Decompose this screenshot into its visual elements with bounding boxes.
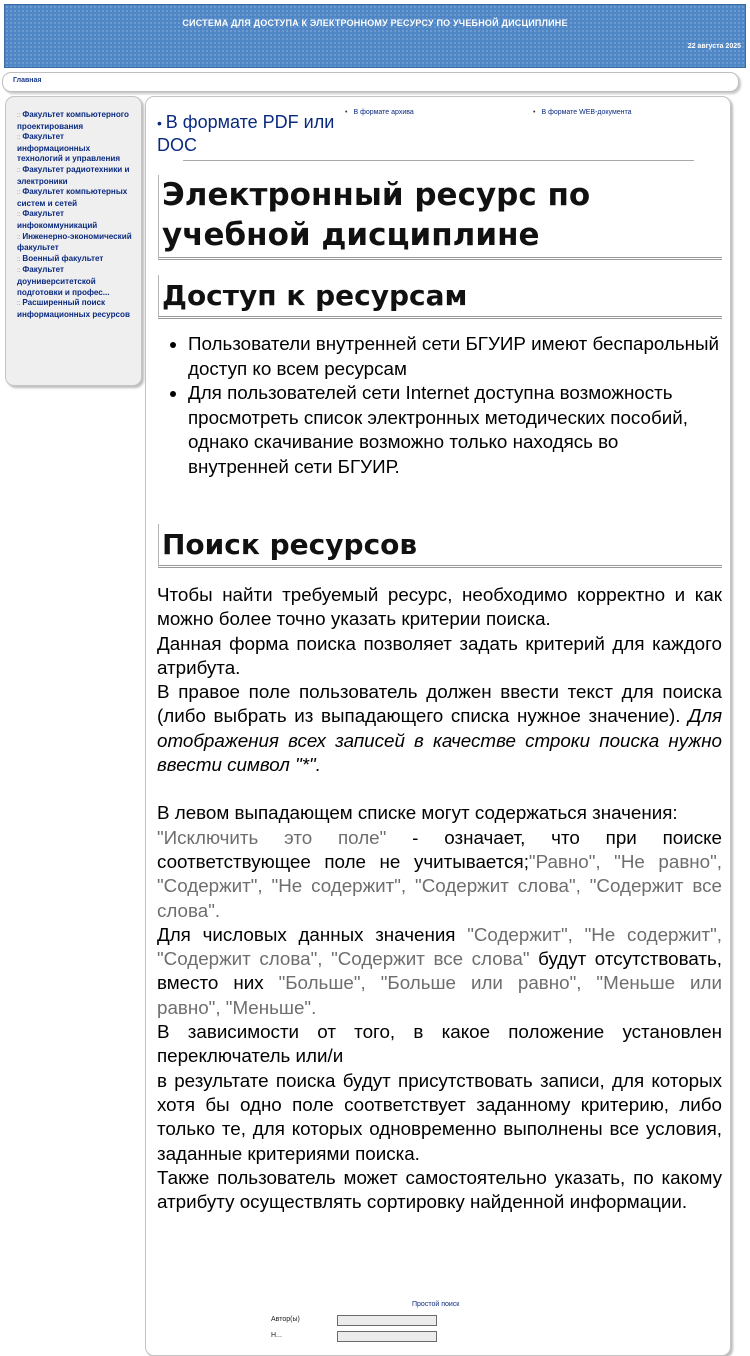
bullet-icon: :: bbox=[17, 234, 21, 241]
format-web-link[interactable]: • В формате WEB-документа bbox=[533, 109, 632, 116]
bullet-icon: • bbox=[533, 109, 536, 116]
bullet-icon: • bbox=[157, 115, 166, 131]
sidebar-item-faculty-it-management[interactable]: :: Факультет информационных технологий и управления bbox=[17, 132, 121, 164]
format-pdf-doc-link[interactable]: • В формате PDF или DOC bbox=[157, 112, 335, 155]
sidebar-item-faculty-military[interactable]: :: Военный факультет bbox=[17, 253, 104, 263]
bullet-icon: • bbox=[345, 109, 348, 116]
bullet-icon: :: bbox=[17, 190, 21, 197]
sidebar-item-faculty-computer-systems[interactable]: :: Факультет компьютерных систем и сетей bbox=[17, 187, 128, 208]
title-input[interactable] bbox=[337, 1331, 437, 1342]
search-instructions bbox=[157, 583, 722, 1214]
divider bbox=[183, 160, 694, 161]
page-title: Электронный ресурс по учебной дисциплине bbox=[158, 175, 722, 260]
search-heading: Поиск ресурсов bbox=[158, 524, 722, 568]
access-heading: Доступ к ресурсам bbox=[158, 275, 722, 319]
sidebar-item-faculty-preuniversity[interactable]: :: Факультет доуниверситетской подготовки и профес... bbox=[17, 265, 110, 297]
bullet-icon: :: bbox=[17, 212, 21, 219]
bullet-icon: :: bbox=[17, 301, 21, 308]
title-label: Н... bbox=[271, 1332, 282, 1339]
paragraph: в результате поиска будут присутствовать записи, для которых хотя бы одно поле соответствует заданному критерию, либо только те, для которых одновременно выполнены все условия, заданные критериями поиска. bbox=[157, 1069, 722, 1164]
bullet-icon: :: bbox=[17, 113, 21, 119]
paragraph: В правое поле пользователь должен ввести текст для поиска (либо выбрать из выпадающего списка нужное значение). Для отображения всех записей в качестве строки поиска нужно ввести символ "*". bbox=[157, 681, 722, 776]
site-title: СИСТЕМА ДЛЯ ДОСТУПА К ЭЛЕКТРОННОМУ РЕСУРСУ ПО УЧЕБНОЙ ДИСЦИПЛИНЕ bbox=[182, 18, 568, 28]
breadcrumb-bar bbox=[2, 72, 739, 92]
sidebar-item-advanced-search[interactable]: :: Расширенный поиск информационных ресурсов bbox=[17, 298, 130, 319]
list-item: • Пользователи внутренней сети БГУИР имеют беспарольный доступ ко всем ресурсам bbox=[188, 332, 724, 381]
paragraph: "Исключить это поле" - означает, что при поиске соответствующее поле не учитывается;"Равно", "Не равно", "Содержит", "Не содержит", "Содержит слова", "Содержит все слова". bbox=[157, 826, 723, 921]
main-content bbox=[145, 96, 731, 1356]
home-link[interactable]: Главная bbox=[13, 77, 42, 84]
spacer bbox=[157, 777, 722, 801]
current-date: 22 августа 2025 bbox=[687, 43, 741, 50]
format-archive-link[interactable]: • В формате архива bbox=[345, 109, 414, 116]
sidebar-item-faculty-radio-electronics[interactable]: :: Факультет радиотехники и электроники bbox=[17, 164, 130, 186]
bullet-icon: :: bbox=[17, 256, 21, 263]
sidebar-item-faculty-engineering-economics[interactable]: :: Инженерно-экономический факультет bbox=[17, 231, 132, 253]
header-banner bbox=[4, 4, 746, 68]
bullet-icon: :: bbox=[17, 167, 21, 174]
simple-search-link[interactable]: Простой поиск bbox=[412, 1301, 460, 1308]
paragraph: Для числовых данных значения "Содержит", "Не содержит", "Содержит слова", "Содержит все слова" будут отсутствовать, вместо них "Больше", "Больше или равно", "Меньше или равно", "Меньше". bbox=[157, 923, 722, 1018]
sidebar-item-faculty-infocommunications[interactable]: :: Факультет инфокоммуникаций bbox=[17, 209, 98, 230]
sidebar-item-faculty-computer-design[interactable]: :: Факультет компьютерного проектирования bbox=[17, 110, 129, 131]
bullet-icon: :: bbox=[17, 135, 21, 142]
paragraph: В левом выпадающем списке могут содержаться значения: bbox=[157, 802, 678, 824]
paragraph: В зависимости от того, в какое положение установлен переключатель или/и bbox=[157, 1021, 722, 1067]
list-item: • Для пользователей сети Internet доступна возможность просмотреть список электронных методических пособий, однако скачивание возможно только находясь во внутренней сети БГУИР. bbox=[188, 381, 724, 479]
sidebar bbox=[5, 96, 142, 386]
author-label: Автор(ы) bbox=[271, 1316, 300, 1323]
paragraph: Данная форма поиска позволяет задать критерий для каждого атрибута. bbox=[157, 632, 722, 678]
paragraph: Чтобы найти требуемый ресурс, необходимо корректно и как можно более точно указать критерии поиска. bbox=[157, 584, 722, 630]
paragraph: Также пользователь может самостоятельно указать, по какому атрибуту осуществлять сортировку найденной информации. bbox=[157, 1166, 722, 1213]
bullet-icon: :: bbox=[17, 268, 21, 275]
author-input[interactable] bbox=[337, 1315, 437, 1326]
access-list bbox=[158, 332, 724, 479]
